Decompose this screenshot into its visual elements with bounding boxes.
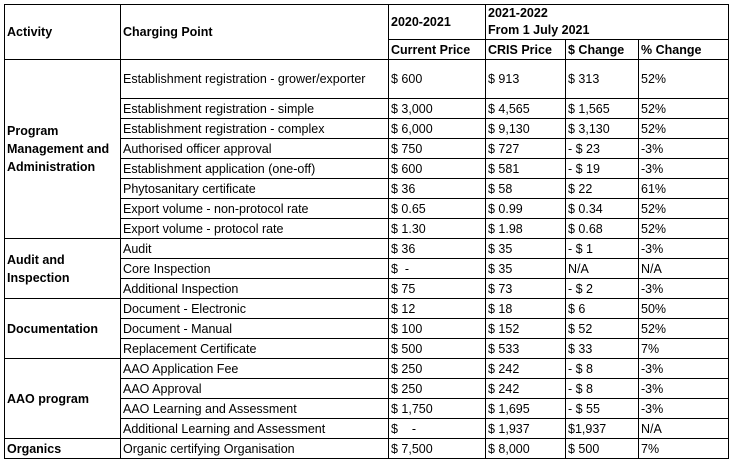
charging-point-cell: Document - Manual xyxy=(121,319,389,339)
dollar-change-cell: $ 0.34 xyxy=(566,199,639,219)
pct-change-cell: -3% xyxy=(639,279,729,299)
dollar-change-cell: N/A xyxy=(566,259,639,279)
fee-table xyxy=(4,4,729,459)
dollar-change-cell: $ 0.68 xyxy=(566,219,639,239)
charging-point-cell: Additional Inspection xyxy=(121,279,389,299)
pct-change-cell: 52% xyxy=(639,60,729,99)
dollar-change-cell: $ 6 xyxy=(566,299,639,319)
current-price-cell: $ 1.30 xyxy=(389,219,486,239)
cris-price-cell: $ 18 xyxy=(486,299,566,319)
charging-point-cell: Export volume - non-protocol rate xyxy=(121,199,389,219)
charging-point-cell: AAO Learning and Assessment xyxy=(121,399,389,419)
charging-point-cell: Additional Learning and Assessment xyxy=(121,419,389,439)
current-price-cell: $ 600 xyxy=(389,60,486,99)
pct-change-cell: 7% xyxy=(639,339,729,359)
activity-cell: AAO program xyxy=(5,359,121,439)
header-cris-price: CRIS Price xyxy=(486,40,566,60)
cris-price-cell: $ 1,695 xyxy=(486,399,566,419)
current-price-cell: $ 0.65 xyxy=(389,199,486,219)
cris-price-cell: $ 913 xyxy=(486,60,566,99)
cris-price-cell: $ 35 xyxy=(486,239,566,259)
current-price-cell: $ 750 xyxy=(389,139,486,159)
cris-price-cell: $ 8,000 xyxy=(486,439,566,459)
current-price-cell: $ - xyxy=(389,419,486,439)
charging-point-cell: Export volume - protocol rate xyxy=(121,219,389,239)
dollar-change-cell: - $ 19 xyxy=(566,159,639,179)
cris-price-cell: $ 727 xyxy=(486,139,566,159)
table-row xyxy=(5,60,729,99)
cris-price-cell: $ 152 xyxy=(486,319,566,339)
pct-change-cell: -3% xyxy=(639,359,729,379)
pct-change-cell: 52% xyxy=(639,219,729,239)
pct-change-cell: 7% xyxy=(639,439,729,459)
dollar-change-cell: $ 313 xyxy=(566,60,639,99)
header-current-price: Current Price xyxy=(389,40,486,60)
header-year-new xyxy=(486,5,729,40)
header-charging-point: Charging Point xyxy=(121,5,389,60)
cris-price-cell: $ 242 xyxy=(486,379,566,399)
current-price-cell: $ 36 xyxy=(389,239,486,259)
pct-change-cell: 52% xyxy=(639,99,729,119)
current-price-cell: $ 75 xyxy=(389,279,486,299)
charging-point-cell: Establishment registration - grower/exporter xyxy=(121,60,389,99)
cris-price-cell: $ 242 xyxy=(486,359,566,379)
pct-change-cell: -3% xyxy=(639,139,729,159)
current-price-cell: $ 7,500 xyxy=(389,439,486,459)
cris-price-cell: $ 73 xyxy=(486,279,566,299)
dollar-change-cell: $ 500 xyxy=(566,439,639,459)
dollar-change-cell: - $ 55 xyxy=(566,399,639,419)
header-dollar-change: $ Change xyxy=(566,40,639,60)
activity-cell: Audit and Inspection xyxy=(5,239,121,299)
cris-price-cell: $ 533 xyxy=(486,339,566,359)
charging-point-cell: Authorised officer approval xyxy=(121,139,389,159)
pct-change-cell: 61% xyxy=(639,179,729,199)
dollar-change-cell: $ 52 xyxy=(566,319,639,339)
current-price-cell: $ - xyxy=(389,259,486,279)
current-price-cell: $ 600 xyxy=(389,159,486,179)
activity-cell: Documentation xyxy=(5,299,121,359)
dollar-change-cell: $ 22 xyxy=(566,179,639,199)
charging-point-cell: Phytosanitary certificate xyxy=(121,179,389,199)
pct-change-cell: N/A xyxy=(639,419,729,439)
table-header xyxy=(5,5,729,60)
pct-change-cell: 50% xyxy=(639,299,729,319)
header-year-new-label: 2021-2022 xyxy=(488,6,548,20)
charging-point-cell: Organic certifying Organisation xyxy=(121,439,389,459)
pct-change-cell: 52% xyxy=(639,199,729,219)
charging-point-cell: Replacement Certificate xyxy=(121,339,389,359)
charging-point-cell: Establishment registration - simple xyxy=(121,99,389,119)
charging-point-cell: Core Inspection xyxy=(121,259,389,279)
charging-point-cell: Establishment application (one-off) xyxy=(121,159,389,179)
header-year-current: 2020-2021 xyxy=(389,5,486,40)
table-body xyxy=(5,60,729,459)
current-price-cell: $ 100 xyxy=(389,319,486,339)
activity-cell: Organics xyxy=(5,439,121,459)
header-pct-change: % Change xyxy=(639,40,729,60)
pct-change-cell: -3% xyxy=(639,379,729,399)
pct-change-cell: -3% xyxy=(639,239,729,259)
dollar-change-cell: - $ 2 xyxy=(566,279,639,299)
current-price-cell: $ 36 xyxy=(389,179,486,199)
dollar-change-cell: - $ 8 xyxy=(566,359,639,379)
current-price-cell: $ 250 xyxy=(389,379,486,399)
dollar-change-cell: $ 33 xyxy=(566,339,639,359)
cris-price-cell: $ 1.98 xyxy=(486,219,566,239)
pct-change-cell: -3% xyxy=(639,159,729,179)
table-row xyxy=(5,359,729,379)
dollar-change-cell: $ 3,130 xyxy=(566,119,639,139)
pct-change-cell: N/A xyxy=(639,259,729,279)
dollar-change-cell: - $ 1 xyxy=(566,239,639,259)
current-price-cell: $ 12 xyxy=(389,299,486,319)
charging-point-cell: Document - Electronic xyxy=(121,299,389,319)
table-row xyxy=(5,299,729,319)
dollar-change-cell: - $ 23 xyxy=(566,139,639,159)
cris-price-cell: $ 0.99 xyxy=(486,199,566,219)
charging-point-cell: Audit xyxy=(121,239,389,259)
header-year-new-note: From 1 July 2021 xyxy=(488,23,590,37)
pct-change-cell: -3% xyxy=(639,399,729,419)
current-price-cell: $ 500 xyxy=(389,339,486,359)
activity-cell: Program Management and Administration xyxy=(5,60,121,239)
charging-point-cell: Establishment registration - complex xyxy=(121,119,389,139)
table-row xyxy=(5,239,729,259)
table-row xyxy=(5,439,729,459)
current-price-cell: $ 250 xyxy=(389,359,486,379)
cris-price-cell: $ 1,937 xyxy=(486,419,566,439)
cris-price-cell: $ 35 xyxy=(486,259,566,279)
current-price-cell: $ 3,000 xyxy=(389,99,486,119)
current-price-cell: $ 1,750 xyxy=(389,399,486,419)
cris-price-cell: $ 581 xyxy=(486,159,566,179)
header-activity: Activity xyxy=(5,5,121,60)
charging-point-cell: AAO Approval xyxy=(121,379,389,399)
cris-price-cell: $ 9,130 xyxy=(486,119,566,139)
dollar-change-cell: $1,937 xyxy=(566,419,639,439)
cris-price-cell: $ 58 xyxy=(486,179,566,199)
current-price-cell: $ 6,000 xyxy=(389,119,486,139)
dollar-change-cell: - $ 8 xyxy=(566,379,639,399)
cris-price-cell: $ 4,565 xyxy=(486,99,566,119)
dollar-change-cell: $ 1,565 xyxy=(566,99,639,119)
charging-point-cell: AAO Application Fee xyxy=(121,359,389,379)
pct-change-cell: 52% xyxy=(639,119,729,139)
pct-change-cell: 52% xyxy=(639,319,729,339)
